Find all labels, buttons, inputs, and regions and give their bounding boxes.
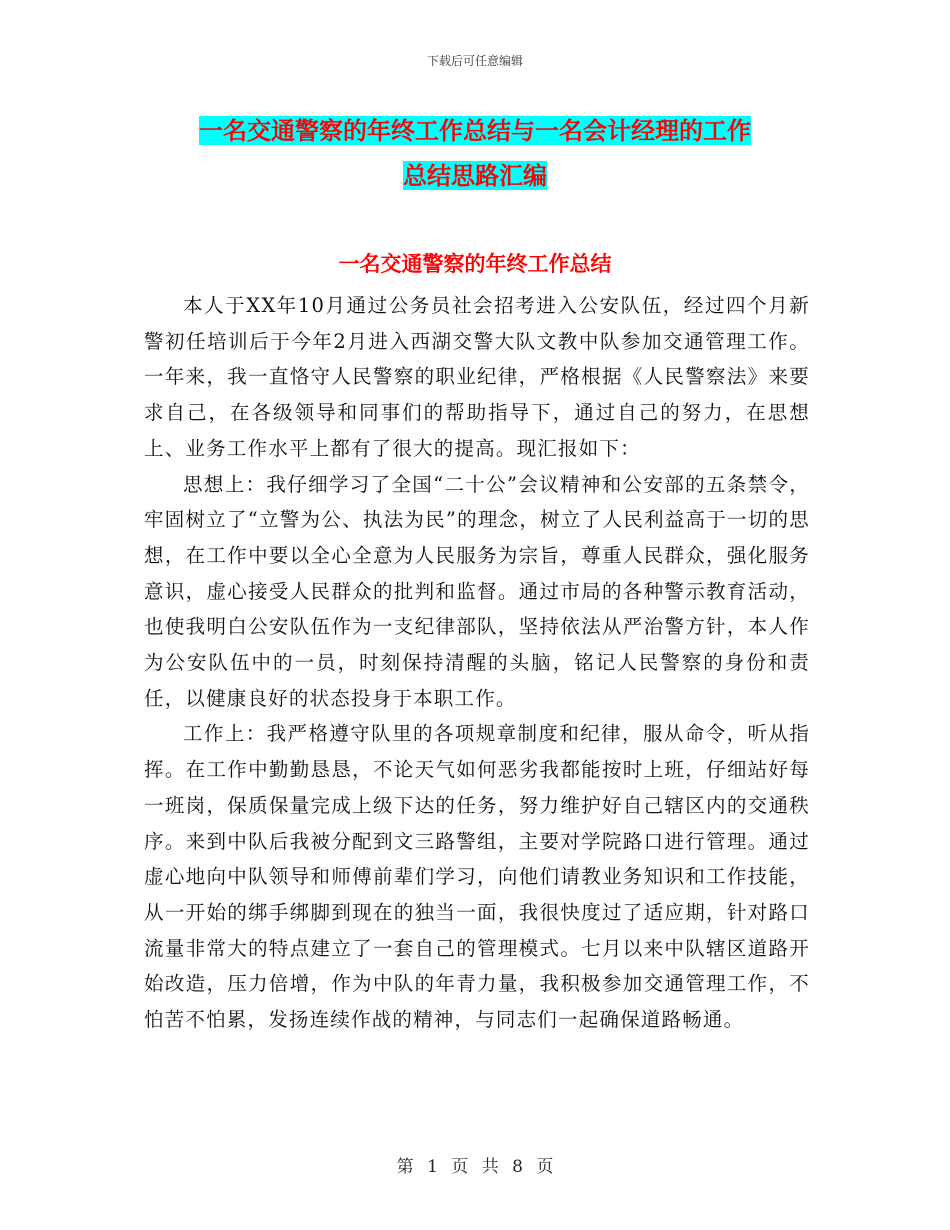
paragraph-work: 工作上：我严格遵守队里的各项规章制度和纪律，服从命令，听从指挥。在工作中勤勤恳恳，不论天气如何恶劣我都能按时上班，仔细站好每一班岗，保质保量完成上级下达的任务，努力维护好自己辖区内的交通秩序。来到中队后我被分配到文三路警组，主要对学院路口进行管理。通过虚心地向中队领导和师傅前辈们学习，向他们请教业务知识和工作技能，从一开始的绑手绑脚到现在的独当一面，我很快度过了适应期，针对路口流量非常大的特点建立了一套自己的管理模式。七月以来中队辖区道路开始改造，压力倍增，作为中队的年青力量，我积极参加交通管理工作，不怕苦不怕累，发扬连续作战的精神，与同志们一起确保道路畅通。: [144, 722, 810, 1032]
paragraph-thought: 思想上：我仔细学习了全国“二十公”会议精神和公安部的五条禁令，牢固树立了“立警为公、执法为民”的理念，树立了人民利益高于一切的思想，在工作中要以全心全意为人民服务为宗旨，尊重人民群众，强化服务意识，虚心接受人民群众的批判和监督。通过市局的各种警示教育活动，也使我明白公安队伍作为一支纪律部队，坚持依法从严治警方针，本人作为公安队伍中的一员，时刻保持清醒的头脑，铭记人民警察的身份和责任，以健康良好的状态投身于本职工作。: [144, 472, 810, 710]
footer-page-number: 1: [427, 1157, 438, 1177]
body-text: [144, 262, 810, 1038]
document-title-line2: 总结思路汇编: [403, 161, 547, 190]
footer-total-word: 共: [481, 1157, 499, 1177]
document-title-line1: 一名交通警察的年终工作总结与一名会计经理的工作: [199, 116, 751, 145]
section-title: 一名交通警察的年终工作总结: [338, 251, 612, 276]
document-title: [140, 108, 810, 198]
footer-total-pages: 8: [512, 1157, 523, 1177]
header-note: 下载后可任意编辑: [426, 54, 523, 68]
footer-prefix: 第: [396, 1157, 414, 1177]
footer-suffix: 页: [536, 1157, 554, 1177]
page-footer: [0, 1152, 950, 1177]
paragraph-intro: 本人于XX年10月通过公务员社会招考进入公安队伍，经过四个月新警初任培训后于今年2月进入西湖交警大队文教中队参加交通管理工作。一年来，我一直恪守人民警察的职业纪律，严格根据《人民警察法》来要求自己，在各级领导和同事们的帮助指导下，通过自己的努力，在思想上、业务工作水平上都有了很大的提高。现汇报如下：: [144, 294, 810, 460]
footer-page-word: 页: [451, 1157, 469, 1177]
